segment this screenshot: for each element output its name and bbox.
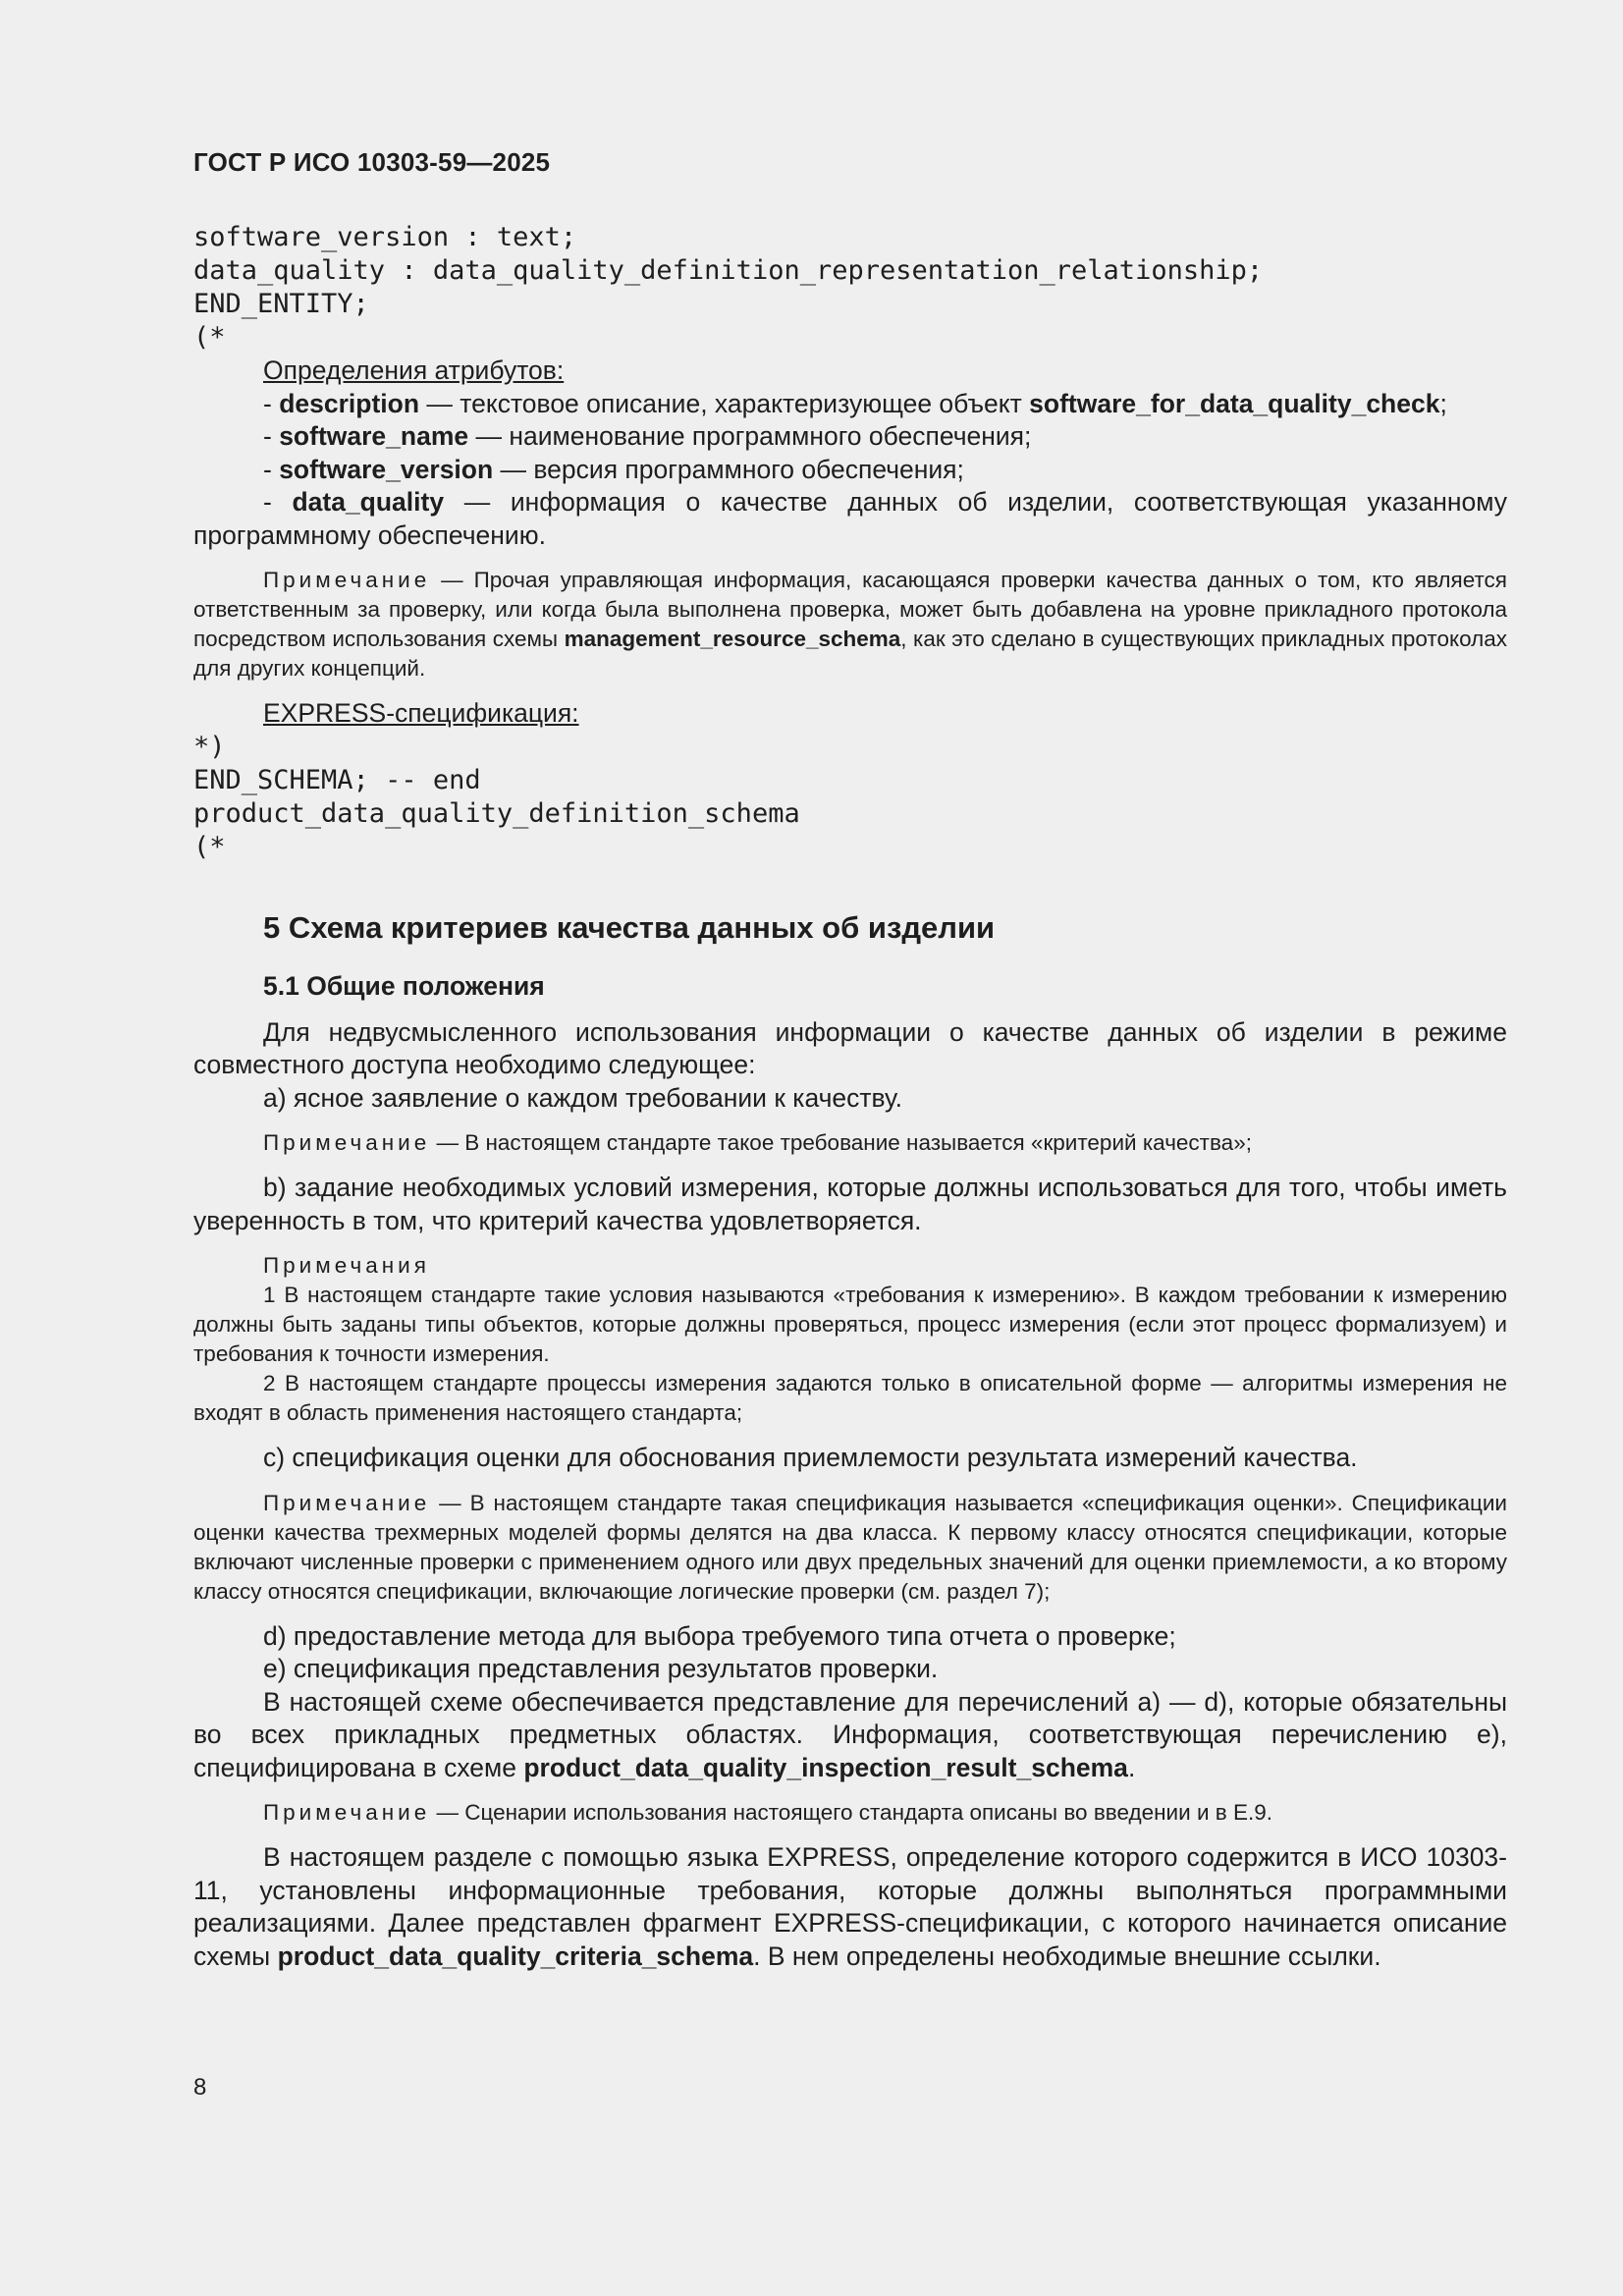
code-line: data_quality : data_quality_definition_representation_relationship; bbox=[193, 255, 1264, 286]
note-b-2: 2 В настоящем стандарте процессы измерения задаются только в описательной форме — алгоритмы измерения не входят в область применения настоящего стандарта; bbox=[193, 1371, 1507, 1425]
code-line: software_version : text; bbox=[193, 222, 577, 252]
attribute-data-quality: - data_quality — информация о качестве данных об изделии, соответствующая указанному программному обеспечению. bbox=[193, 487, 1508, 550]
document-header: ГОСТ Р ИСО 10303-59—2025 bbox=[193, 147, 551, 177]
code-line: product_data_quality_definition_schema bbox=[193, 797, 800, 829]
code-line: *) bbox=[193, 731, 226, 762]
list-item-e: e) спецификация представления результатов проверки. bbox=[263, 1654, 939, 1683]
intro-paragraph: Для недвусмысленного использования информации о качестве данных об изделии в режиме совместного доступа необходимо следующее: bbox=[193, 1016, 1507, 1079]
attribute-software-name: - software_name — наименование программного обеспечения; bbox=[263, 421, 1032, 451]
subsection-title: 5.1 Общие положения bbox=[263, 970, 545, 1001]
attribute-description: - description — текстовое описание, характеризующее объект software_for_data_quality_check; bbox=[263, 388, 1447, 418]
code-line: END_ENTITY; bbox=[193, 289, 369, 319]
paragraph-express: В настоящем разделе с помощью языка EXPRESS, определение которого содержится в ИСО 10303-11, установлены информационные требования, которые должны выполняться программными реализациями. Далее представлен фрагмент EXPRESS-спецификации, с которого начинается описание схемы product_data_quality_criteria_schema. В нем определены необходимые внешние ссылки. bbox=[193, 1842, 1507, 1971]
list-item-c: c) спецификация оценки для обоснования приемлемости результата измерений качества. bbox=[263, 1443, 1358, 1472]
notes-b-label: Примечания bbox=[263, 1253, 430, 1278]
paragraph-scheme: В настоящей схеме обеспечивается представление для перечислений a) — d), которые обязательны во всех прикладных предметных областях. Информация, соответствующая перечислению e), специфицирована в схеме product_data_quality_inspection_result_schema. bbox=[193, 1686, 1507, 1782]
note-label: Примечание bbox=[263, 1130, 431, 1155]
note-management-resource: Примечание — Прочая управляющая информация, касающаяся проверки качества данных о том, кто является ответственным за проверку, или когда была выполнена проверка, может быть добавлена на уровне прикладного протокола посредством использования схемы management_resource_schema, как это сделано в существующих прикладных протоколах для других концепций. bbox=[193, 568, 1508, 681]
express-spec-title: EXPRESS-спецификация: bbox=[263, 698, 579, 728]
attributes-title: Определения атрибутов: bbox=[263, 355, 565, 385]
document-page bbox=[193, 147, 1507, 1973]
code-line: END_SCHEMA; -- end bbox=[193, 764, 481, 795]
list-item-a: a) ясное заявление о каждом требовании к качеству. bbox=[263, 1082, 902, 1113]
code-line: (* bbox=[193, 831, 226, 862]
note-label: Примечание bbox=[263, 568, 431, 592]
note-c: Примечание — В настоящем стандарте такая спецификация называется «спецификация оценки». Спецификации оценки качества трехмерных моделей формы делятся на два класса. К первому классу относятся спецификации, которые включают численные проверки с применением одного или двух предельных значений для оценки приемлемости, а ко второму классу относятся спецификации, включающие логические проверки (см. раздел 7); bbox=[193, 1490, 1507, 1604]
list-item-d: d) предоставление метода для выбора требуемого типа отчета о проверке; bbox=[263, 1620, 1176, 1651]
note-usage-scenarios: Примечание — Сценарии использования настоящего стандарта описаны во введении и в Е.9. bbox=[263, 1800, 1272, 1825]
note-b-1: 1 В настоящем стандарте такие условия называются «требования к измерению». В каждом требовании к измерению должны быть заданы типы объектов, которые должны проверяться, процесс измерения (если этот процесс формализуем) и требования к точности измерения. bbox=[193, 1283, 1507, 1366]
code-block-1 bbox=[193, 221, 1507, 355]
attribute-software-version: - software_version — версия программного обеспечения; bbox=[263, 454, 964, 484]
note-a: Примечание — В настоящем стандарте такое требование называется «критерий качества»; bbox=[263, 1130, 1252, 1155]
code-block-2 bbox=[193, 731, 1507, 864]
list-item-b: b) задание необходимых условий измерения, которые должны использоваться для того, чтобы иметь уверенность в том, что критерий качества удовлетворяется. bbox=[193, 1173, 1507, 1235]
note-label: Примечание bbox=[263, 1800, 431, 1825]
note-label: Примечание bbox=[263, 1490, 431, 1515]
code-line: (* bbox=[193, 322, 226, 353]
page-number: 8 bbox=[193, 2074, 207, 2101]
section-title: 5 Схема критериев качества данных об изделии bbox=[263, 909, 996, 945]
